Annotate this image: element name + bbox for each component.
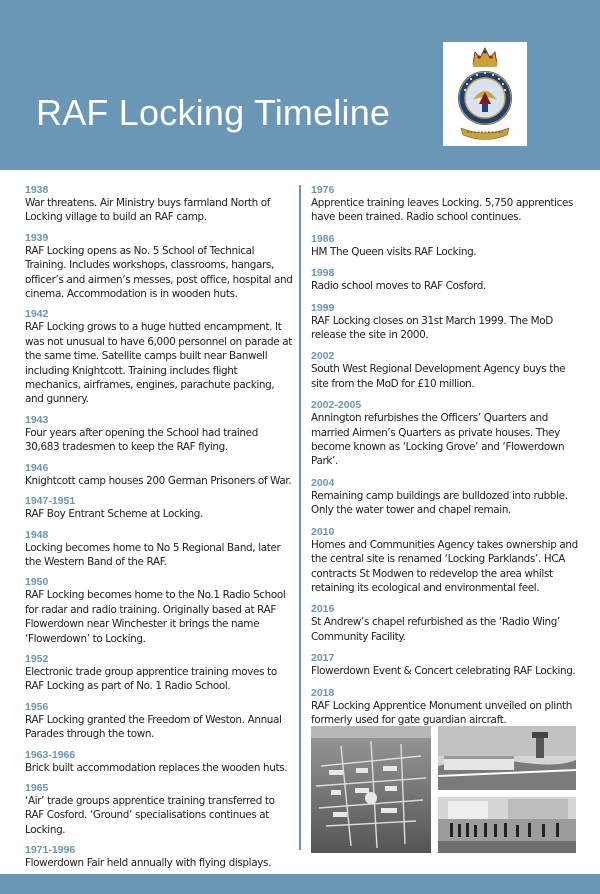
header-banner: [0, 0, 600, 170]
entry-text: RAF Boy Entrant Scheme at Locking.: [25, 508, 203, 521]
entry-text: Apprentice training leaves Locking. 5,750 apprentices have been trained. Radio school continues.: [311, 197, 574, 224]
timeline-entry: [311, 267, 581, 293]
timeline-entry: [311, 302, 581, 343]
timeline-entry: [25, 653, 295, 694]
entry-text: RAF Locking closes on 31st March 1999. The MoD release the site in 2000.: [311, 314, 553, 342]
entry-text: St Andrew’s chapel refurbished as the ‘Radio Wing’ Community Facility.: [311, 616, 560, 643]
entry-year: 1948: [25, 528, 49, 541]
entry-text: RAF Locking granted the Freedom of Weston. Annual Parades through the town.: [25, 713, 282, 741]
entry-text: Locking becomes home to No 5 Regional Band, later the Western Band of the RAF.: [25, 541, 281, 568]
timeline-entry: [311, 687, 581, 728]
entry-year: 1943: [25, 413, 49, 426]
raf-crest-icon: [443, 42, 527, 146]
entry-year: 1971-1996: [25, 844, 76, 857]
entry-year: 1999: [311, 301, 335, 314]
entry-year: 2017: [311, 652, 335, 665]
entry-year: 1939: [25, 231, 49, 244]
entry-text: Electronic trade group apprentice training moves to RAF Locking as part of No. 1 Radio School.: [25, 665, 277, 693]
timeline-entry: [25, 576, 295, 646]
entry-text: Flowerdown Event & Concert celebrating RAF Locking.: [311, 665, 576, 678]
timeline-left-column: [25, 184, 295, 878]
timeline-entry: [25, 529, 295, 570]
timeline-entry: [311, 603, 581, 644]
entry-text: Knightcott camp houses 200 German Prisoners of War.: [25, 474, 292, 487]
water-tower-photo: [438, 726, 576, 790]
entry-text: Homes and Communities Agency takes ownership and the central site is renamed ‘Locking Parklands’. HCA contracts St Modwen to redevelop the area whilst retaining its ecological and environmental feel.: [311, 538, 578, 594]
page-title: RAF Locking Timeline: [36, 92, 391, 133]
timeline-entry: [25, 701, 295, 742]
entry-year: 1946: [25, 461, 49, 474]
entry-year: 1965: [25, 781, 49, 794]
timeline-entry: [25, 495, 295, 521]
timeline-entry: [311, 477, 581, 518]
entry-year: 1956: [25, 700, 49, 713]
entry-text: ‘Air’ trade groups apprentice training transferred to RAF Cosford. ‘Ground’ specialisations continues at Locking.: [25, 794, 275, 836]
entry-text: Brick built accommodation replaces the wooden huts.: [25, 761, 288, 774]
entry-text: Remaining camp buildings are bulldozed into rubble. Only the water tower and chapel remain.: [311, 489, 568, 517]
entry-year: 1950: [25, 576, 49, 589]
timeline-entry: [25, 844, 295, 870]
column-divider: [299, 185, 301, 850]
entry-text: HM The Queen visits RAF Locking.: [311, 245, 477, 258]
entry-text: RAF Locking Apprentice Monument unveiled on plinth formerly used for gate guardian aircraft.: [311, 699, 573, 726]
entry-text: RAF Locking opens as No. 5 School of Technical Training. Includes workshops, classrooms, hangars, officer’s and airmen’s messes, post office, hospital and cinema. Accommodation is in wooden huts.: [25, 244, 293, 301]
entry-text: Four years after opening the School had trained 30,683 tradesmen to keep the RAF flying.: [25, 426, 258, 454]
entry-text: South West Regional Development Agency buys the site from the MoD for £10 million.: [311, 363, 566, 390]
footer-banner: [0, 874, 600, 894]
timeline-entry: [311, 350, 581, 391]
timeline-entry: [25, 232, 295, 302]
entry-year: 1952: [25, 652, 49, 665]
timeline-entry: [311, 399, 581, 469]
timeline-entry: [311, 184, 581, 225]
timeline-entry: [25, 462, 295, 488]
entry-year: 1938: [25, 184, 49, 196]
entry-text: Flowerdown Fair held annually with flying displays.: [25, 857, 272, 870]
entry-year: 1986: [311, 232, 335, 245]
entry-year: 2002-2005: [311, 399, 362, 412]
entry-text: Radio school moves to RAF Cosford.: [311, 280, 486, 293]
timeline-entry: [25, 782, 295, 837]
entry-year: 2010: [311, 525, 335, 538]
timeline-entry: [311, 526, 581, 596]
entry-text: Annington refurbishes the Officers’ Quarters and married Airmen’s Quarters as private houses. They become known as ‘Locking Grove’ and ‘Flowerdown Park’.: [311, 412, 565, 468]
timeline-right-column: [311, 184, 581, 735]
entry-year: 2018: [311, 686, 335, 699]
parade-photo: [438, 797, 576, 853]
timeline-entry: [25, 749, 295, 775]
entry-year: 1942: [25, 308, 49, 321]
entry-text: War threatens. Air Ministry buys farmland North of Locking village to build an RAF camp.: [25, 197, 271, 224]
entry-year: 1998: [311, 267, 335, 280]
aerial-camp-photo: [311, 726, 431, 853]
entry-year: 2002: [311, 350, 335, 363]
timeline-entry: [25, 308, 295, 406]
entry-year: 1976: [311, 184, 335, 196]
timeline-entry: [311, 652, 581, 678]
entry-text: RAF Locking grows to a huge hutted encampment. It was not unusual to have 6,000 personnel on parade at the same time. Satellite camps built near Banwell including Knightcott. Training includes flight mechanics, airframes, engines, parachute packing, and gunnery.: [25, 321, 292, 406]
entry-year: 2004: [311, 476, 335, 489]
timeline-entry: [25, 414, 295, 455]
entry-text: RAF Locking becomes home to the No.1 Radio School for radar and radio training. Originally based at RAF Flowerdown near Winchester it brings the name ‘Flowerdown’ to Locking.: [25, 589, 286, 645]
entry-year: 2016: [311, 603, 335, 616]
timeline-entry: [311, 233, 581, 259]
timeline-entry: [25, 184, 295, 225]
entry-year: 1963-1966: [25, 748, 76, 761]
entry-year: 1947-1951: [25, 495, 76, 508]
